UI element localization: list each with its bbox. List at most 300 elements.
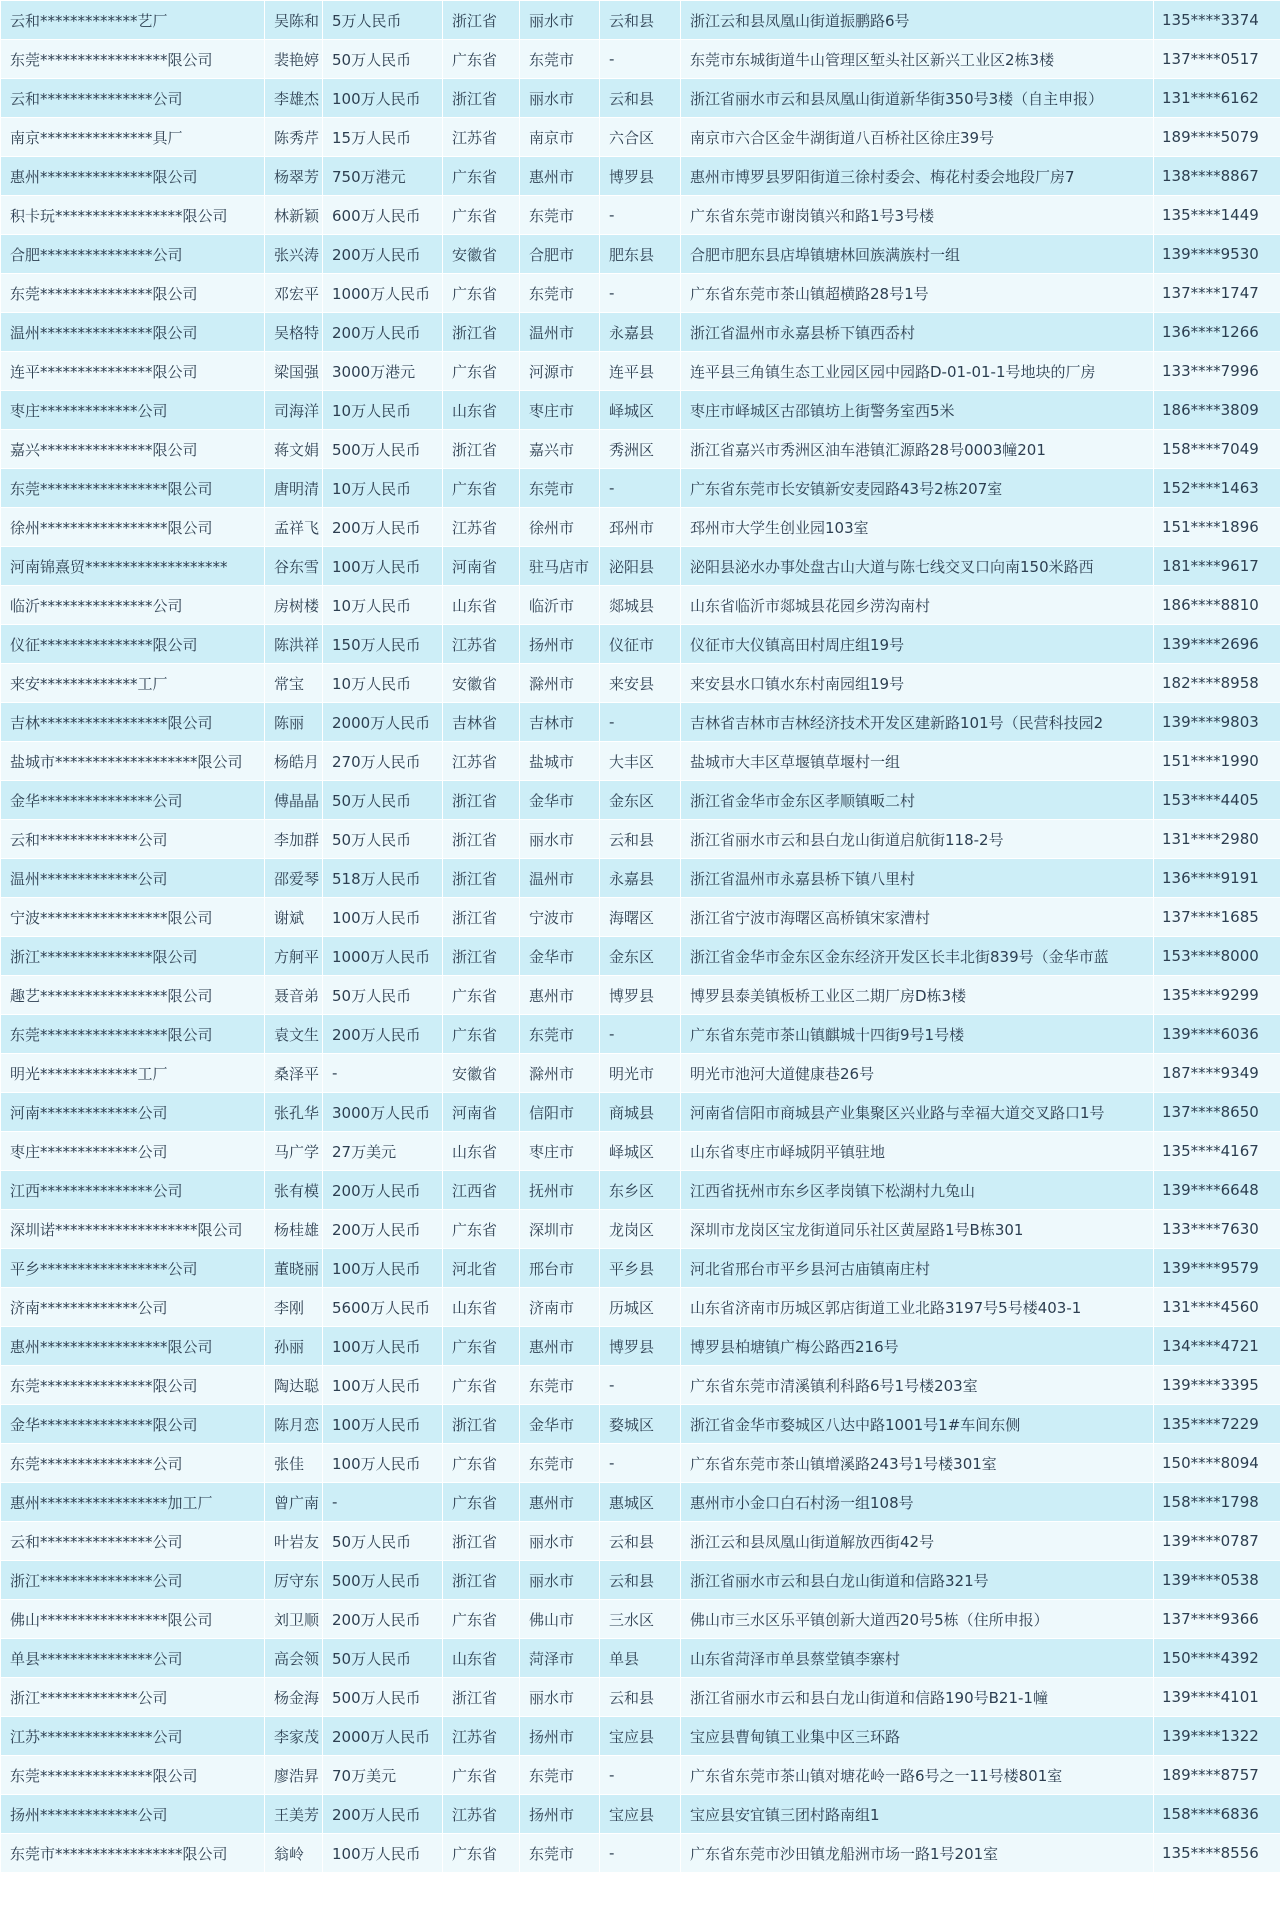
company-name-cell: 明光*************工厂 [1,1054,265,1093]
province-cell: 浙江省 [443,79,520,118]
city-cell: 惠州市 [520,1327,600,1366]
legal-representative-cell: 邵爱琴 [265,859,323,898]
province-cell: 江西省 [443,1171,520,1210]
company-name-cell: 盐城市*******************限公司 [1,742,265,781]
district-cell: 云和县 [600,79,681,118]
address-cell: 明光市池河大道健康巷26号 [681,1054,1154,1093]
registered-capital-cell: 100万人民币 [323,547,443,586]
company-name-cell: 深圳诺*******************限公司 [1,1210,265,1249]
registered-capital-cell: 500万人民币 [323,1561,443,1600]
province-cell: 浙江省 [443,430,520,469]
company-name-cell: 金华***************限公司 [1,1405,265,1444]
table-row [1,1522,1280,1561]
registered-capital-cell: 100万人民币 [323,1834,443,1873]
province-cell: 河南省 [443,547,520,586]
legal-representative-cell: 杨桂雄 [265,1210,323,1249]
district-cell: 肥东县 [600,235,681,274]
legal-representative-cell: 裴艳婷 [265,40,323,79]
district-cell: 云和县 [600,1,681,40]
company-name-cell: 惠州*****************限公司 [1,1327,265,1366]
address-cell: 博罗县柏塘镇广梅公路西216号 [681,1327,1154,1366]
district-cell: - [600,1015,681,1054]
phone-cell: 139****2696 [1154,625,1280,664]
address-cell: 东莞市东城街道牛山管理区堑头社区新兴工业区2栋3楼 [681,40,1154,79]
phone-cell: 135****1449 [1154,196,1280,235]
address-cell: 河北省邢台市平乡县河古庙镇南庄村 [681,1249,1154,1288]
address-cell: 山东省济南市历城区郭店街道工业北路3197号5号楼403-1 [681,1288,1154,1327]
phone-cell: 181****9617 [1154,547,1280,586]
legal-representative-cell: 李雄杰 [265,79,323,118]
province-cell: 广东省 [443,1600,520,1639]
legal-representative-cell: 杨翠芳 [265,157,323,196]
district-cell: 永嘉县 [600,859,681,898]
company-name-cell: 浙江*************公司 [1,1678,265,1717]
table-row [1,1717,1280,1756]
province-cell: 江苏省 [443,118,520,157]
company-name-cell: 东莞***************公司 [1,1444,265,1483]
province-cell: 山东省 [443,1132,520,1171]
company-name-cell: 嘉兴***************限公司 [1,430,265,469]
district-cell: 峄城区 [600,391,681,430]
city-cell: 惠州市 [520,1483,600,1522]
province-cell: 浙江省 [443,820,520,859]
registered-capital-cell: 200万人民币 [323,1171,443,1210]
table-row [1,1171,1280,1210]
registered-capital-cell: 100万人民币 [323,1405,443,1444]
city-cell: 深圳市 [520,1210,600,1249]
city-cell: 东莞市 [520,1015,600,1054]
table-row [1,157,1280,196]
phone-cell: 139****9530 [1154,235,1280,274]
registered-capital-cell: 10万人民币 [323,586,443,625]
registered-capital-cell: 100万人民币 [323,1327,443,1366]
province-cell: 江苏省 [443,742,520,781]
company-name-cell: 单县***************公司 [1,1639,265,1678]
phone-cell: 158****7049 [1154,430,1280,469]
registered-capital-cell: 200万人民币 [323,1015,443,1054]
registered-capital-cell: 200万人民币 [323,313,443,352]
legal-representative-cell: 陈秀芹 [265,118,323,157]
table-row [1,586,1280,625]
legal-representative-cell: 梁国强 [265,352,323,391]
address-cell: 浙江省丽水市云和县白龙山街道启航街118-2号 [681,820,1154,859]
registered-capital-cell: 5万人民币 [323,1,443,40]
address-cell: 浙江省温州市永嘉县桥下镇八里村 [681,859,1154,898]
company-name-cell: 扬州*************公司 [1,1795,265,1834]
company-name-cell: 河南*************公司 [1,1093,265,1132]
address-cell: 南京市六合区金牛湖街道八百桥社区徐庄39号 [681,118,1154,157]
table-row [1,118,1280,157]
district-cell: 婺城区 [600,1405,681,1444]
phone-cell: 158****6836 [1154,1795,1280,1834]
city-cell: 佛山市 [520,1600,600,1639]
province-cell: 广东省 [443,1015,520,1054]
phone-cell: 133****7996 [1154,352,1280,391]
address-cell: 连平县三角镇生态工业园区园中园路D-01-01-1号地块的厂房 [681,352,1154,391]
registered-capital-cell: 200万人民币 [323,1210,443,1249]
address-cell: 河南省信阳市商城县产业集聚区兴业路与幸福大道交叉路口1号 [681,1093,1154,1132]
registered-capital-cell: 50万人民币 [323,1522,443,1561]
city-cell: 徐州市 [520,508,600,547]
province-cell: 广东省 [443,352,520,391]
legal-representative-cell: 谢斌 [265,898,323,937]
registered-capital-cell: 50万人民币 [323,40,443,79]
registered-capital-cell: 15万人民币 [323,118,443,157]
address-cell: 浙江省金华市金东区金东经济开发区长丰北街839号（金华市蓝 [681,937,1154,976]
registered-capital-cell: 500万人民币 [323,430,443,469]
city-cell: 东莞市 [520,1366,600,1405]
phone-cell: 137****1685 [1154,898,1280,937]
province-cell: 广东省 [443,274,520,313]
table-row [1,79,1280,118]
address-cell: 浙江省金华市金东区孝顺镇畈二村 [681,781,1154,820]
registered-capital-cell: 750万港元 [323,157,443,196]
address-cell: 来安县水口镇水东村南园组19号 [681,664,1154,703]
table-row [1,508,1280,547]
table-row [1,1015,1280,1054]
province-cell: 山东省 [443,1639,520,1678]
phone-cell: 151****1896 [1154,508,1280,547]
province-cell: 山东省 [443,1288,520,1327]
phone-cell: 153****4405 [1154,781,1280,820]
phone-cell: 136****1266 [1154,313,1280,352]
registered-capital-cell: 600万人民币 [323,196,443,235]
legal-representative-cell: 曾广南 [265,1483,323,1522]
phone-cell: 135****7229 [1154,1405,1280,1444]
address-cell: 山东省菏泽市单县蔡堂镇李寨村 [681,1639,1154,1678]
legal-representative-cell: 高会领 [265,1639,323,1678]
province-cell: 浙江省 [443,1678,520,1717]
phone-cell: 151****1990 [1154,742,1280,781]
table-row [1,976,1280,1015]
company-name-cell: 江苏***************公司 [1,1717,265,1756]
legal-representative-cell: 常宝 [265,664,323,703]
phone-cell: 137****0517 [1154,40,1280,79]
phone-cell: 131****4560 [1154,1288,1280,1327]
province-cell: 广东省 [443,1483,520,1522]
province-cell: 浙江省 [443,1405,520,1444]
company-name-cell: 吉林*****************限公司 [1,703,265,742]
address-cell: 盐城市大丰区草堰镇草堰村一组 [681,742,1154,781]
company-name-cell: 佛山*****************限公司 [1,1600,265,1639]
province-cell: 吉林省 [443,703,520,742]
legal-representative-cell: 蒋文娟 [265,430,323,469]
address-cell: 广东省东莞市茶山镇增溪路243号1号楼301室 [681,1444,1154,1483]
province-cell: 江苏省 [443,625,520,664]
city-cell: 盐城市 [520,742,600,781]
phone-cell: 139****1322 [1154,1717,1280,1756]
registered-capital-cell: 100万人民币 [323,79,443,118]
province-cell: 浙江省 [443,781,520,820]
province-cell: 广东省 [443,469,520,508]
table-row [1,1,1280,40]
phone-cell: 133****7630 [1154,1210,1280,1249]
district-cell: - [600,1444,681,1483]
address-cell: 广东省东莞市茶山镇超横路28号1号 [681,274,1154,313]
address-cell: 邳州市大学生创业园103室 [681,508,1154,547]
district-cell: - [600,1366,681,1405]
district-cell: 仪征市 [600,625,681,664]
province-cell: 浙江省 [443,859,520,898]
district-cell: 商城县 [600,1093,681,1132]
district-cell: 泌阳县 [600,547,681,586]
city-cell: 金华市 [520,781,600,820]
legal-representative-cell: 房树楼 [265,586,323,625]
address-cell: 深圳市龙岗区宝龙街道同乐社区黄屋路1号B栋301 [681,1210,1154,1249]
address-cell: 宝应县曹甸镇工业集中区三环路 [681,1717,1154,1756]
table-row [1,937,1280,976]
registered-capital-cell: 100万人民币 [323,1249,443,1288]
city-cell: 枣庄市 [520,1132,600,1171]
city-cell: 东莞市 [520,196,600,235]
company-name-cell: 东莞***************限公司 [1,1756,265,1795]
phone-cell: 135****3374 [1154,1,1280,40]
district-cell: 宝应县 [600,1795,681,1834]
district-cell: - [600,196,681,235]
city-cell: 东莞市 [520,1444,600,1483]
legal-representative-cell: 谷东雪 [265,547,323,586]
address-cell: 广东省东莞市谢岗镇兴和路1号3号楼 [681,196,1154,235]
province-cell: 浙江省 [443,1561,520,1600]
district-cell: 平乡县 [600,1249,681,1288]
registered-capital-cell: 2000万人民币 [323,1717,443,1756]
company-name-cell: 积卡玩*****************限公司 [1,196,265,235]
table-row [1,1483,1280,1522]
registered-capital-cell: 10万人民币 [323,664,443,703]
province-cell: 广东省 [443,1327,520,1366]
address-cell: 广东省东莞市长安镇新安麦园路43号2栋207室 [681,469,1154,508]
district-cell: 单县 [600,1639,681,1678]
phone-cell: 137****1747 [1154,274,1280,313]
city-cell: 滁州市 [520,664,600,703]
table-row [1,820,1280,859]
province-cell: 河南省 [443,1093,520,1132]
table-row [1,703,1280,742]
table-row [1,859,1280,898]
province-cell: 广东省 [443,1444,520,1483]
legal-representative-cell: 杨皓月 [265,742,323,781]
address-cell: 浙江省丽水市云和县凤凰山街道新华街350号3楼（自主申报） [681,79,1154,118]
table-row [1,1639,1280,1678]
province-cell: 浙江省 [443,1522,520,1561]
company-name-cell: 宁波*****************限公司 [1,898,265,937]
phone-cell: 187****9349 [1154,1054,1280,1093]
table-row [1,1405,1280,1444]
company-name-cell: 东莞*****************限公司 [1,1015,265,1054]
legal-representative-cell: 袁文生 [265,1015,323,1054]
district-cell: - [600,1834,681,1873]
registered-capital-cell: 50万人民币 [323,820,443,859]
phone-cell: 131****6162 [1154,79,1280,118]
table-row [1,235,1280,274]
phone-cell: 135****8556 [1154,1834,1280,1873]
phone-cell: 182****8958 [1154,664,1280,703]
address-cell: 合肥市肥东县店埠镇塘林回族满族村一组 [681,235,1154,274]
legal-representative-cell: 刘卫顺 [265,1600,323,1639]
city-cell: 温州市 [520,859,600,898]
legal-representative-cell: 廖浩昇 [265,1756,323,1795]
district-cell: - [600,469,681,508]
phone-cell: 139****4101 [1154,1678,1280,1717]
district-cell: 云和县 [600,1678,681,1717]
legal-representative-cell: 孟祥飞 [265,508,323,547]
address-cell: 浙江省温州市永嘉县桥下镇西岙村 [681,313,1154,352]
phone-cell: 158****1798 [1154,1483,1280,1522]
province-cell: 江苏省 [443,1717,520,1756]
company-name-cell: 河南锦熹贸******************* [1,547,265,586]
province-cell: 山东省 [443,391,520,430]
legal-representative-cell: 陈月恋 [265,1405,323,1444]
address-cell: 浙江省丽水市云和县白龙山街道和信路190号B21-1幢 [681,1678,1154,1717]
district-cell: 云和县 [600,1522,681,1561]
phone-cell: 135****4167 [1154,1132,1280,1171]
district-cell: 三水区 [600,1600,681,1639]
company-name-cell: 济南*************公司 [1,1288,265,1327]
company-name-cell: 东莞*****************限公司 [1,469,265,508]
table-row [1,1249,1280,1288]
address-cell: 浙江省嘉兴市秀洲区油车港镇汇源路28号0003幢201 [681,430,1154,469]
city-cell: 温州市 [520,313,600,352]
district-cell: 峄城区 [600,1132,681,1171]
city-cell: 嘉兴市 [520,430,600,469]
company-name-cell: 江西***************公司 [1,1171,265,1210]
address-cell: 博罗县泰美镇板桥工业区二期厂房D栋3楼 [681,976,1154,1015]
district-cell: 博罗县 [600,1327,681,1366]
registered-capital-cell: 200万人民币 [323,508,443,547]
company-name-cell: 仪征***************限公司 [1,625,265,664]
registered-capital-cell: 100万人民币 [323,1444,443,1483]
company-name-cell: 惠州***************限公司 [1,157,265,196]
province-cell: 广东省 [443,1756,520,1795]
company-name-cell: 云和***************公司 [1,79,265,118]
registered-capital-cell: 1000万人民币 [323,274,443,313]
phone-cell: 150****4392 [1154,1639,1280,1678]
registered-capital-cell: 200万人民币 [323,235,443,274]
address-cell: 仪征市大仪镇高田村周庄组19号 [681,625,1154,664]
city-cell: 滁州市 [520,1054,600,1093]
table-row [1,664,1280,703]
city-cell: 丽水市 [520,820,600,859]
company-name-cell: 温州*************公司 [1,859,265,898]
phone-cell: 139****9803 [1154,703,1280,742]
legal-representative-cell: 叶岩友 [265,1522,323,1561]
legal-representative-cell: 傅晶晶 [265,781,323,820]
registered-capital-cell: 10万人民币 [323,391,443,430]
table-row [1,1132,1280,1171]
table-row [1,898,1280,937]
address-cell: 广东省东莞市茶山镇麒城十四街9号1号楼 [681,1015,1154,1054]
address-cell: 浙江省金华市婺城区八达中路1001号1#车间东侧 [681,1405,1154,1444]
city-cell: 丽水市 [520,1,600,40]
registered-capital-cell: 270万人民币 [323,742,443,781]
city-cell: 东莞市 [520,1756,600,1795]
province-cell: 广东省 [443,976,520,1015]
legal-representative-cell: 林新颖 [265,196,323,235]
province-cell: 浙江省 [443,1,520,40]
table-row [1,1210,1280,1249]
table-row [1,625,1280,664]
province-cell: 浙江省 [443,898,520,937]
district-cell: 海曙区 [600,898,681,937]
phone-cell: 139****9579 [1154,1249,1280,1288]
city-cell: 东莞市 [520,274,600,313]
district-cell: 惠城区 [600,1483,681,1522]
table-row [1,1561,1280,1600]
registered-capital-cell: 1000万人民币 [323,937,443,976]
province-cell: 广东省 [443,157,520,196]
legal-representative-cell: 李刚 [265,1288,323,1327]
city-cell: 枣庄市 [520,391,600,430]
province-cell: 江苏省 [443,1795,520,1834]
table-row [1,1600,1280,1639]
registered-capital-cell: 3000万人民币 [323,1093,443,1132]
district-cell: 博罗县 [600,976,681,1015]
phone-cell: 138****8867 [1154,157,1280,196]
phone-cell: 139****0787 [1154,1522,1280,1561]
city-cell: 邢台市 [520,1249,600,1288]
table-row [1,1366,1280,1405]
city-cell: 宁波市 [520,898,600,937]
province-cell: 江苏省 [443,508,520,547]
city-cell: 南京市 [520,118,600,157]
district-cell: - [600,40,681,79]
company-name-cell: 云和***************公司 [1,1522,265,1561]
district-cell: 连平县 [600,352,681,391]
city-cell: 丽水市 [520,1678,600,1717]
table-row [1,1093,1280,1132]
legal-representative-cell: 董晓丽 [265,1249,323,1288]
company-name-cell: 金华***************公司 [1,781,265,820]
table-row [1,1327,1280,1366]
province-cell: 广东省 [443,1834,520,1873]
registered-capital-cell: 70万美元 [323,1756,443,1795]
company-name-cell: 浙江***************公司 [1,1561,265,1600]
district-cell: - [600,703,681,742]
city-cell: 东莞市 [520,469,600,508]
province-cell: 广东省 [443,196,520,235]
city-cell: 河源市 [520,352,600,391]
district-cell: 永嘉县 [600,313,681,352]
company-name-cell: 连平***************限公司 [1,352,265,391]
city-cell: 临沂市 [520,586,600,625]
province-cell: 广东省 [443,1210,520,1249]
company-name-cell: 云和*************艺厂 [1,1,265,40]
registered-capital-cell: 500万人民币 [323,1678,443,1717]
district-cell: 金东区 [600,781,681,820]
legal-representative-cell: 李家茂 [265,1717,323,1756]
phone-cell: 134****4721 [1154,1327,1280,1366]
district-cell: 历城区 [600,1288,681,1327]
city-cell: 扬州市 [520,625,600,664]
phone-cell: 189****8757 [1154,1756,1280,1795]
company-name-cell: 枣庄*************公司 [1,391,265,430]
legal-representative-cell: 司海洋 [265,391,323,430]
phone-cell: 189****5079 [1154,118,1280,157]
company-name-cell: 云和*************公司 [1,820,265,859]
city-cell: 金华市 [520,1405,600,1444]
district-cell: 东乡区 [600,1171,681,1210]
province-cell: 广东省 [443,1366,520,1405]
table-row [1,352,1280,391]
city-cell: 东莞市 [520,40,600,79]
legal-representative-cell: 方舸平 [265,937,323,976]
address-cell: 广东省东莞市沙田镇龙船洲市场一路1号201室 [681,1834,1154,1873]
legal-representative-cell: 张孔华 [265,1093,323,1132]
registered-capital-cell: 200万人民币 [323,1795,443,1834]
phone-cell: 153****8000 [1154,937,1280,976]
city-cell: 驻马店市 [520,547,600,586]
table-body [1,1,1280,1873]
